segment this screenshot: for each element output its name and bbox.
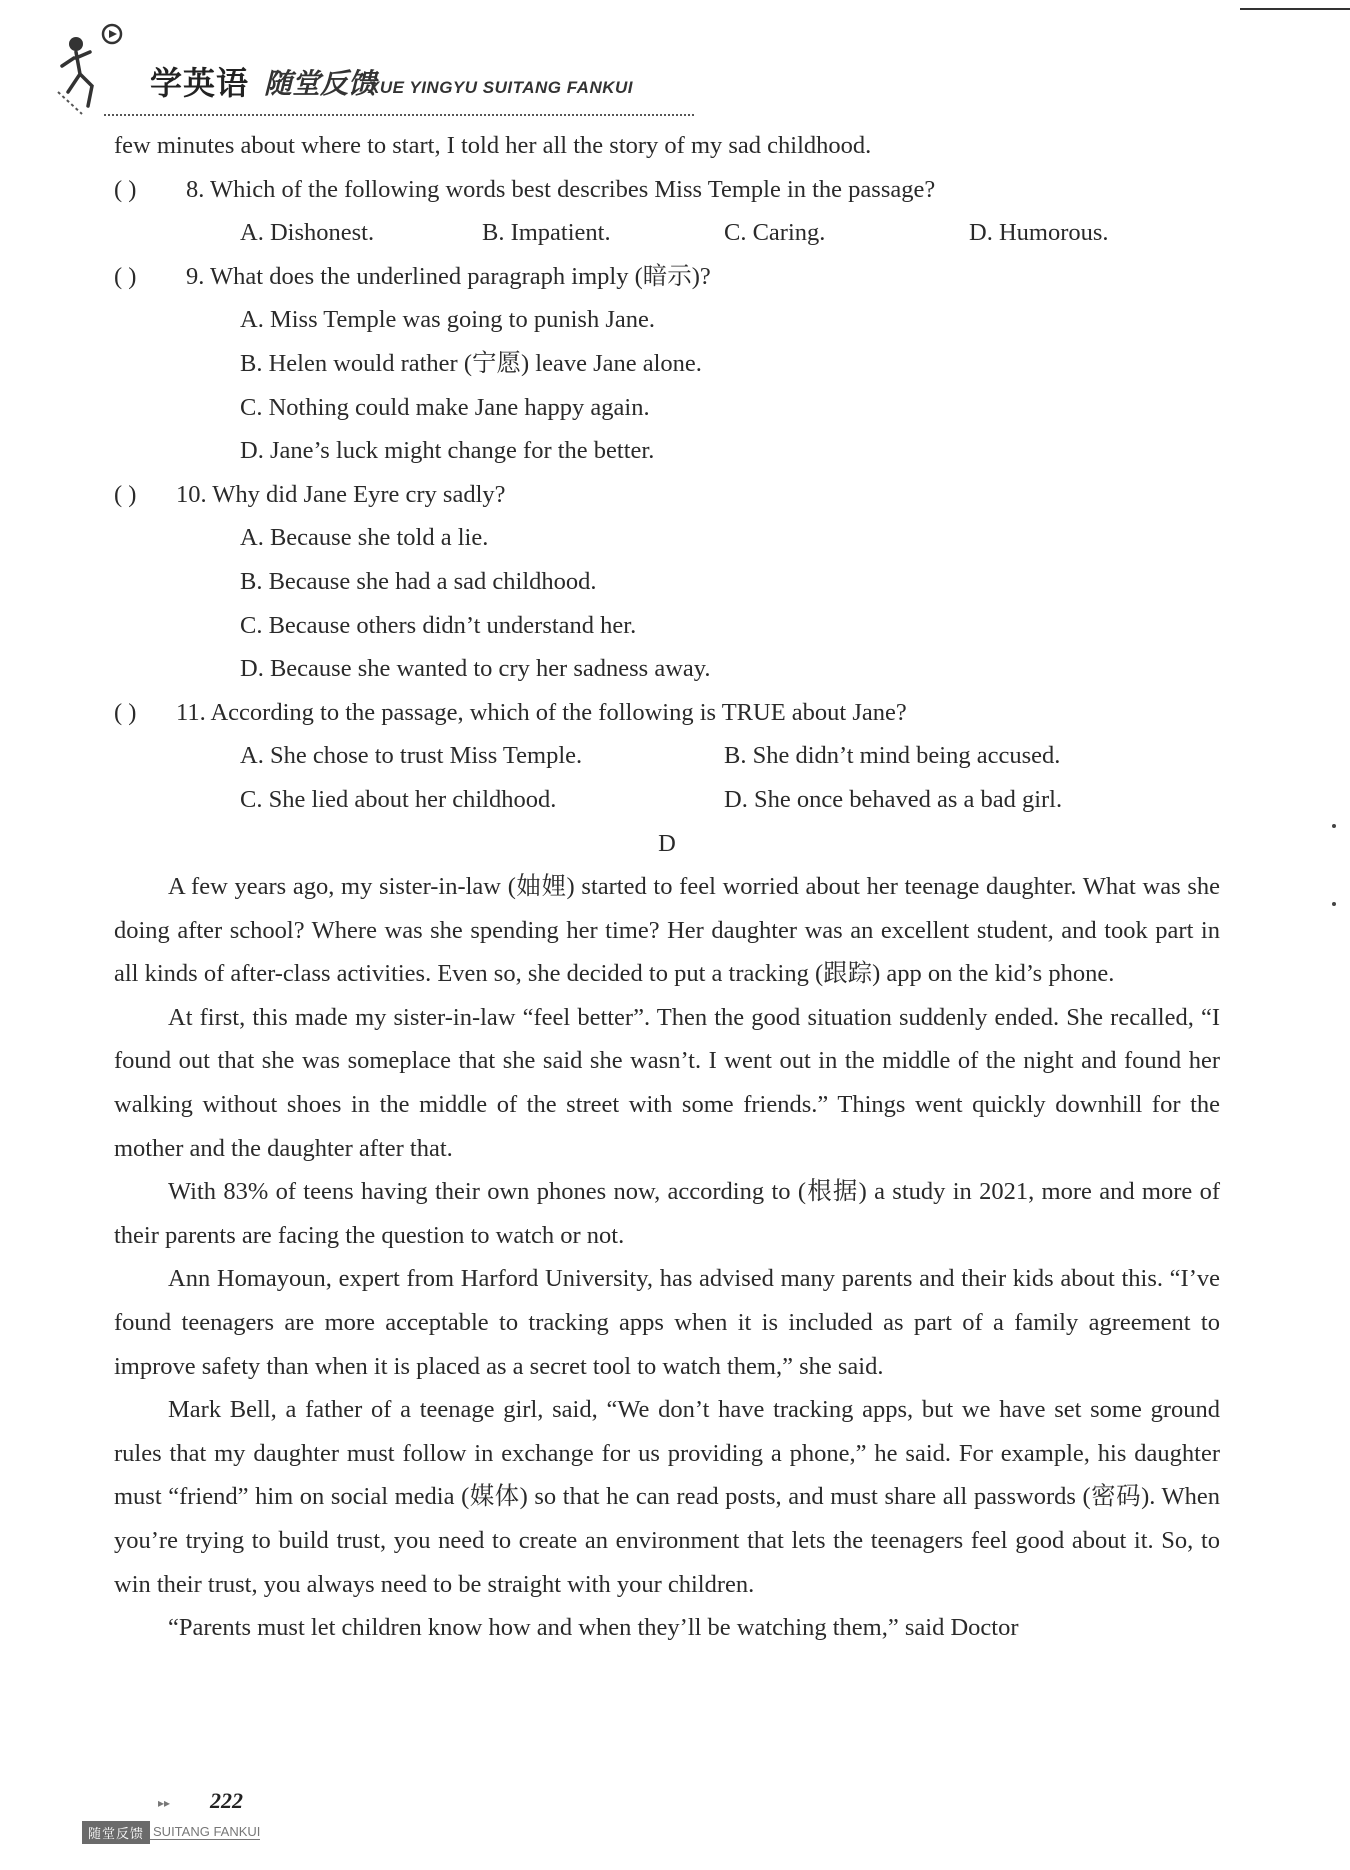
- answer-blank[interactable]: ( ): [114, 698, 137, 726]
- page-header: [54, 22, 674, 122]
- question-text: 9. What does the underlined paragraph imply (暗示)?: [186, 262, 711, 290]
- option: C. Caring.: [724, 219, 826, 247]
- question-9: [114, 255, 1220, 299]
- passage-c-ending: few minutes about where to start, I told her all the story of my sad childhood.: [114, 132, 872, 159]
- question-10: [114, 473, 1220, 517]
- option: C. Because others didn’t understand her.: [240, 611, 637, 639]
- paragraph: “Parents must let children know how and when they’ll be watching them,” said Doctor: [168, 1614, 1019, 1642]
- option: D. She once behaved as a bad girl.: [724, 785, 1063, 813]
- question-11-options-row-1: [114, 734, 1220, 778]
- option: B. Because she had a sad childhood.: [240, 567, 597, 595]
- page-content: [114, 124, 1220, 1650]
- question-text: 8. Which of the following words best describes Miss Temple in the passage?: [186, 175, 936, 203]
- margin-mark: [1332, 902, 1336, 906]
- header-dotted-rule: [104, 114, 694, 116]
- header-title: 学英语: [150, 64, 250, 102]
- answer-blank[interactable]: ( ): [114, 175, 137, 203]
- paragraph: At first, this made my sister-in-law “feel better”. Then the good situation suddenly ended. She recalled, “I found out that she was someplace that she said she wasn’t. I went out in the middle of the night and found her walking without shoes in the middle of the street with some friends.” Things went quickly downhill for the mother and the daughter after that.: [114, 1003, 1220, 1162]
- section-heading: D: [658, 829, 676, 857]
- top-edge-rule: [1240, 8, 1350, 10]
- answer-blank[interactable]: ( ): [114, 262, 137, 290]
- header-subtitle: 随堂反馈: [264, 67, 377, 100]
- question-text: 10. Why did Jane Eyre cry sadly?: [176, 480, 506, 508]
- option: A. She chose to trust Miss Temple.: [240, 742, 583, 770]
- option: A. Because she told a lie.: [240, 524, 489, 552]
- option: D. Because she wanted to cry her sadness away.: [240, 655, 711, 683]
- paragraph: A few years ago, my sister-in-law (妯娌) started to feel worried about her teenage daughter. What was she doing after school? Where was she spending her time? Her daughter was an excellent student, and took part in all kinds of after-class activities. Even so, she decided to put a tracking (跟踪) app on the kid’s phone.: [114, 873, 1220, 988]
- runner-logo-icon: [54, 22, 134, 118]
- paragraph: Ann Homayoun, expert from Harford University, has advised many parents and their kids about this. “I’ve found teenagers are more acceptable to tracking apps when it is included as part of a family agreement to improve safety than when it is placed as a secret tool to watch them,” she said.: [114, 1265, 1220, 1380]
- option: A. Dishonest.: [240, 219, 375, 247]
- question-11: [114, 691, 1220, 735]
- footer-label-box: [82, 1820, 260, 1844]
- question-8: [114, 168, 1220, 212]
- question-text: 11. According to the passage, which of the following is TRUE about Jane?: [176, 698, 907, 726]
- answer-blank[interactable]: ( ): [114, 480, 137, 508]
- option: C. She lied about her childhood.: [240, 785, 557, 813]
- question-8-options: [114, 211, 1220, 255]
- paragraph: With 83% of teens having their own phones now, according to (根据) a study in 2021, more and more of their parents are facing the question to watch or not.: [114, 1178, 1220, 1249]
- option: C. Nothing could make Jane happy again.: [240, 393, 650, 421]
- header-pinyin: XUE YINGYU SUITANG FANKUI: [368, 78, 634, 97]
- footer-arrows-icon: ▸▸: [158, 1796, 171, 1810]
- option: B. Helen would rather (宁愿) leave Jane alone.: [240, 349, 702, 377]
- question-11-options-row-2: [114, 778, 1220, 822]
- footer-pinyin: SUITANG FANKUI: [150, 1824, 260, 1840]
- paragraph: Mark Bell, a father of a teenage girl, said, “We don’t have tracking apps, but we have set some ground rules that my daughter must follow in exchange for us providing a phone,” he said. For example, his daughter must “friend” him on social media (媒体) so that he can read posts, and must share all passwords (密码). When you’re trying to build trust, you need to create an environment that lets the teenagers feel good about it. So, to win their trust, you always need to be straight with your children.: [114, 1396, 1220, 1598]
- option: D. Jane’s luck might change for the better.: [240, 437, 655, 465]
- option: D. Humorous.: [969, 219, 1109, 247]
- option: B. Impatient.: [482, 219, 611, 247]
- option: A. Miss Temple was going to punish Jane.: [240, 306, 655, 334]
- footer-label: 随堂反馈: [82, 1821, 150, 1844]
- page-number: 222: [210, 1788, 243, 1813]
- margin-mark: [1332, 824, 1336, 828]
- option: B. She didn’t mind being accused.: [724, 742, 1061, 770]
